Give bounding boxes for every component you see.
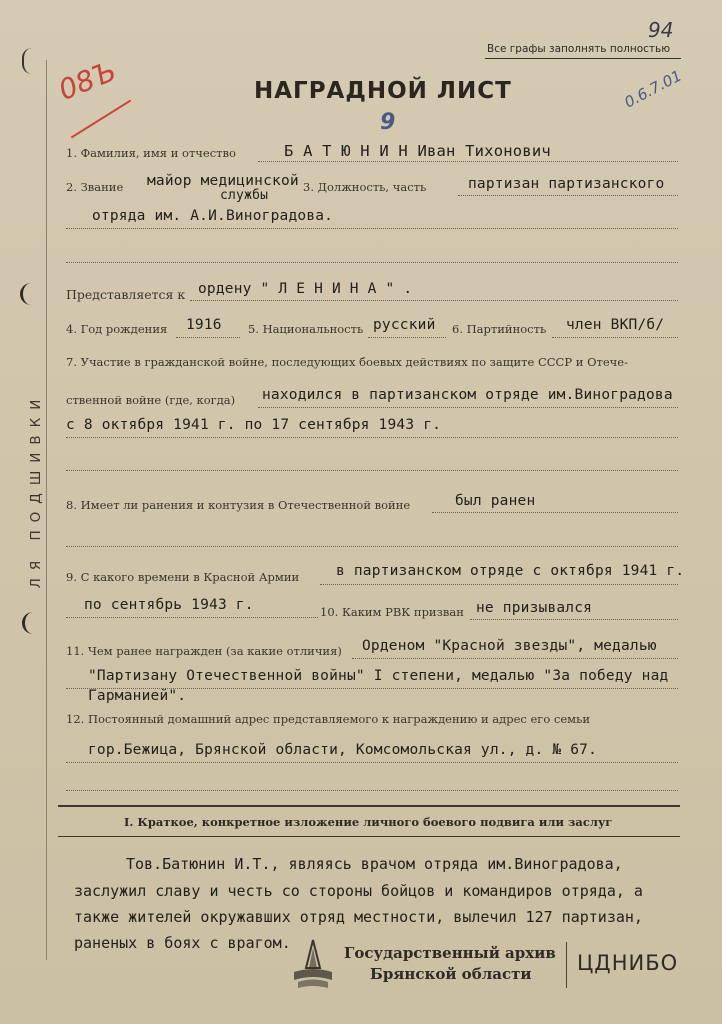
field-12-line — [66, 762, 678, 763]
field-3-label: 3. Должность, часть — [303, 180, 427, 194]
note-underline — [485, 58, 681, 59]
field-9-line — [320, 584, 678, 585]
archive-divider — [566, 942, 567, 988]
field-9-value-cont: по сентябрь 1943 г. — [84, 597, 254, 613]
field-12-value: гор.Бежица, Брянской области, Комсомольская ул., д. № 67. — [88, 742, 597, 758]
field-7-label: 7. Участие в гражданской войне, последующих боевых действиях по защите СССР и Отече- — [66, 355, 628, 369]
binding-hole-mark — [22, 612, 39, 634]
field-8-value: был ранен — [455, 493, 536, 509]
field-11-value-cont-2: Гарманией". — [88, 688, 187, 704]
binding-hole-mark — [20, 283, 37, 305]
document-title: НАГРАДНОЙ ЛИСТ — [254, 78, 512, 104]
field-3-value: партизан партизанского — [468, 176, 665, 192]
field-1-value: Б А Т Ю Н И Н Иван Тихонович — [284, 142, 551, 160]
field-4-value: 1916 — [186, 317, 222, 333]
side-label: ЛЯ ПОДШИВКИ — [28, 391, 44, 589]
field-12-label: 12. Постоянный домашний адрес представляемого к награждению и адрес его семьи — [66, 712, 591, 726]
blank-line — [66, 546, 678, 547]
field-10-label: 10. Каким РВК призван — [320, 605, 464, 619]
field-2-value: майор медицинской — [147, 173, 299, 189]
binding-hole-mark — [22, 48, 38, 74]
archive-name-line2: Брянской области — [370, 965, 532, 983]
archive-name-line1: Государственный архив — [344, 944, 556, 962]
merit-text-line: заслужил славу и честь со стороны бойцов и командиров отряда, а — [74, 882, 643, 900]
merit-text-line: Тов.Батюнин И.Т., являясь врачом отряда им.Виноградова, — [126, 855, 623, 873]
field-7-label-cont: ственной войне (где, когда) — [66, 393, 236, 407]
field-4-line — [176, 337, 240, 338]
blank-line — [66, 790, 678, 791]
field-5-line — [368, 337, 446, 338]
field-2-label: 2. Звание — [66, 180, 124, 194]
represented-label: Представляется к — [66, 287, 186, 302]
field-9-line-2 — [66, 617, 318, 618]
handwritten-red-mark: 08Ъ — [53, 54, 121, 107]
field-8-line — [432, 512, 678, 513]
handwritten-blue-letter: 9 — [380, 110, 396, 135]
field-1-line — [258, 161, 678, 162]
archive-code: ЦДНИБО — [577, 951, 679, 975]
page-number: 94 — [648, 18, 674, 42]
section-divider-top — [58, 805, 680, 807]
red-pencil-stroke — [71, 100, 131, 139]
handwritten-blue-mark: 0.6.7.01 — [621, 66, 685, 112]
represented-line — [190, 300, 678, 301]
field-1-label: 1. Фамилия, имя и отчество — [66, 146, 236, 160]
field-5-value: русский — [373, 317, 436, 333]
field-9-label: 9. С какого времени в Красной Армии — [66, 570, 300, 584]
represented-value: ордену " Л Е Н И Н А " . — [198, 281, 413, 297]
field-2-value-cont: службы — [220, 188, 269, 203]
field-6-line — [552, 337, 678, 338]
fill-instruction-note: Все графы заполнять полностью — [487, 43, 671, 55]
field-3-line-2 — [66, 228, 678, 229]
field-3-value-cont: отряда им. А.И.Виноградова. — [92, 208, 334, 224]
section-divider-bottom — [58, 836, 680, 837]
blank-line — [66, 262, 678, 263]
field-10-line — [470, 619, 678, 620]
field-11-value: Орденом "Красной звезды", медалью — [362, 638, 657, 654]
field-6-label: 6. Партийность — [452, 322, 547, 336]
field-9-value: в партизанском отряде с октября 1941 г. — [336, 563, 685, 579]
field-8-label: 8. Имеет ли ранения и контузия в Отечественной войне — [66, 498, 411, 512]
field-6-value: член ВКП/б/ — [566, 317, 665, 333]
field-3-line — [458, 195, 678, 196]
field-7-value-cont: с 8 октября 1941 г. по 17 сентября 1943 г. — [66, 417, 442, 433]
field-7-value: находился в партизанском отряде им.Виноградова — [262, 387, 673, 403]
field-11-label: 11. Чем ранее награжден (за какие отличия) — [66, 644, 342, 658]
field-4-label: 4. Год рождения — [66, 322, 168, 336]
field-5-label: 5. Национальность — [248, 322, 364, 336]
archive-emblem-icon — [290, 938, 336, 990]
section-heading: I. Краткое, конкретное изложение личного боевого подвига или заслуг — [124, 815, 613, 829]
blank-line — [66, 470, 678, 471]
field-7-line-2 — [66, 437, 678, 438]
field-11-value-cont: "Партизану Отечественной войны" I степени, медалью "За победу над — [88, 668, 669, 684]
field-10-value: не призывался — [476, 600, 593, 616]
field-11-line — [352, 658, 678, 659]
merit-text-line: раненых в боях с врагом. — [74, 934, 291, 952]
field-7-line — [258, 407, 678, 408]
merit-text-line: также жителей окружавших отряд местности, вылечил 127 партизан, — [74, 908, 643, 926]
